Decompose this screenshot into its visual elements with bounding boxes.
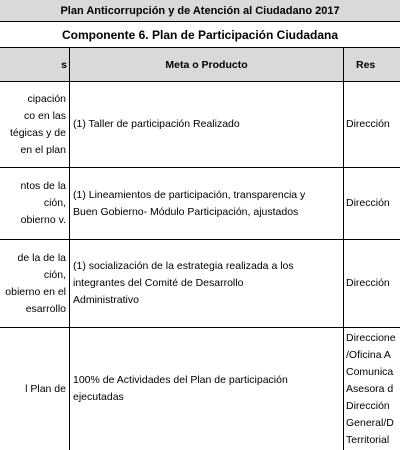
table-row bbox=[0, 240, 400, 328]
activity-cell: de la de la ción, obierno en el esarrollo bbox=[0, 240, 70, 327]
responsible-cell: Dirección bbox=[346, 197, 390, 209]
column-header-row bbox=[0, 48, 400, 82]
column-header-meta-producto: Meta o Producto bbox=[70, 48, 344, 81]
activity-cell: l Plan de bbox=[0, 328, 70, 450]
column-header-actividades: s bbox=[0, 48, 70, 81]
goal-cell: (1) Taller de participación Realizado bbox=[70, 82, 344, 167]
responsible-cell: Direccione /Oficina A Comunica Asesora d Dirección General/D Territorial bbox=[346, 331, 396, 446]
responsible-cell: Dirección bbox=[346, 118, 390, 130]
sheet-title: Plan Anticorrupción y de Atención al Ciudadano 2017 bbox=[0, 0, 400, 22]
activity-cell: ntos de la ción, obierno v. bbox=[0, 168, 70, 239]
goal-cell: (1) Lineamientos de participación, transparencia y Buen Gobierno- Módulo Participación, ajustados bbox=[70, 168, 344, 239]
goal-cell: 100% de Actividades del Plan de participación ejecutadas bbox=[70, 328, 344, 450]
table-row bbox=[0, 82, 400, 168]
column-header-responsable: Res bbox=[356, 59, 376, 71]
table-row bbox=[0, 168, 400, 240]
table-row bbox=[0, 328, 400, 450]
activity-cell: cipación co en las tégicas y de en el plan bbox=[0, 82, 70, 167]
responsible-cell: Dirección bbox=[346, 277, 390, 289]
goal-cell: (1) socialización de la estrategia realizada a los integrantes del Comité de Desarrollo Administrativo bbox=[70, 240, 344, 327]
component-title: Componente 6. Plan de Participación Ciudadana bbox=[0, 22, 400, 48]
